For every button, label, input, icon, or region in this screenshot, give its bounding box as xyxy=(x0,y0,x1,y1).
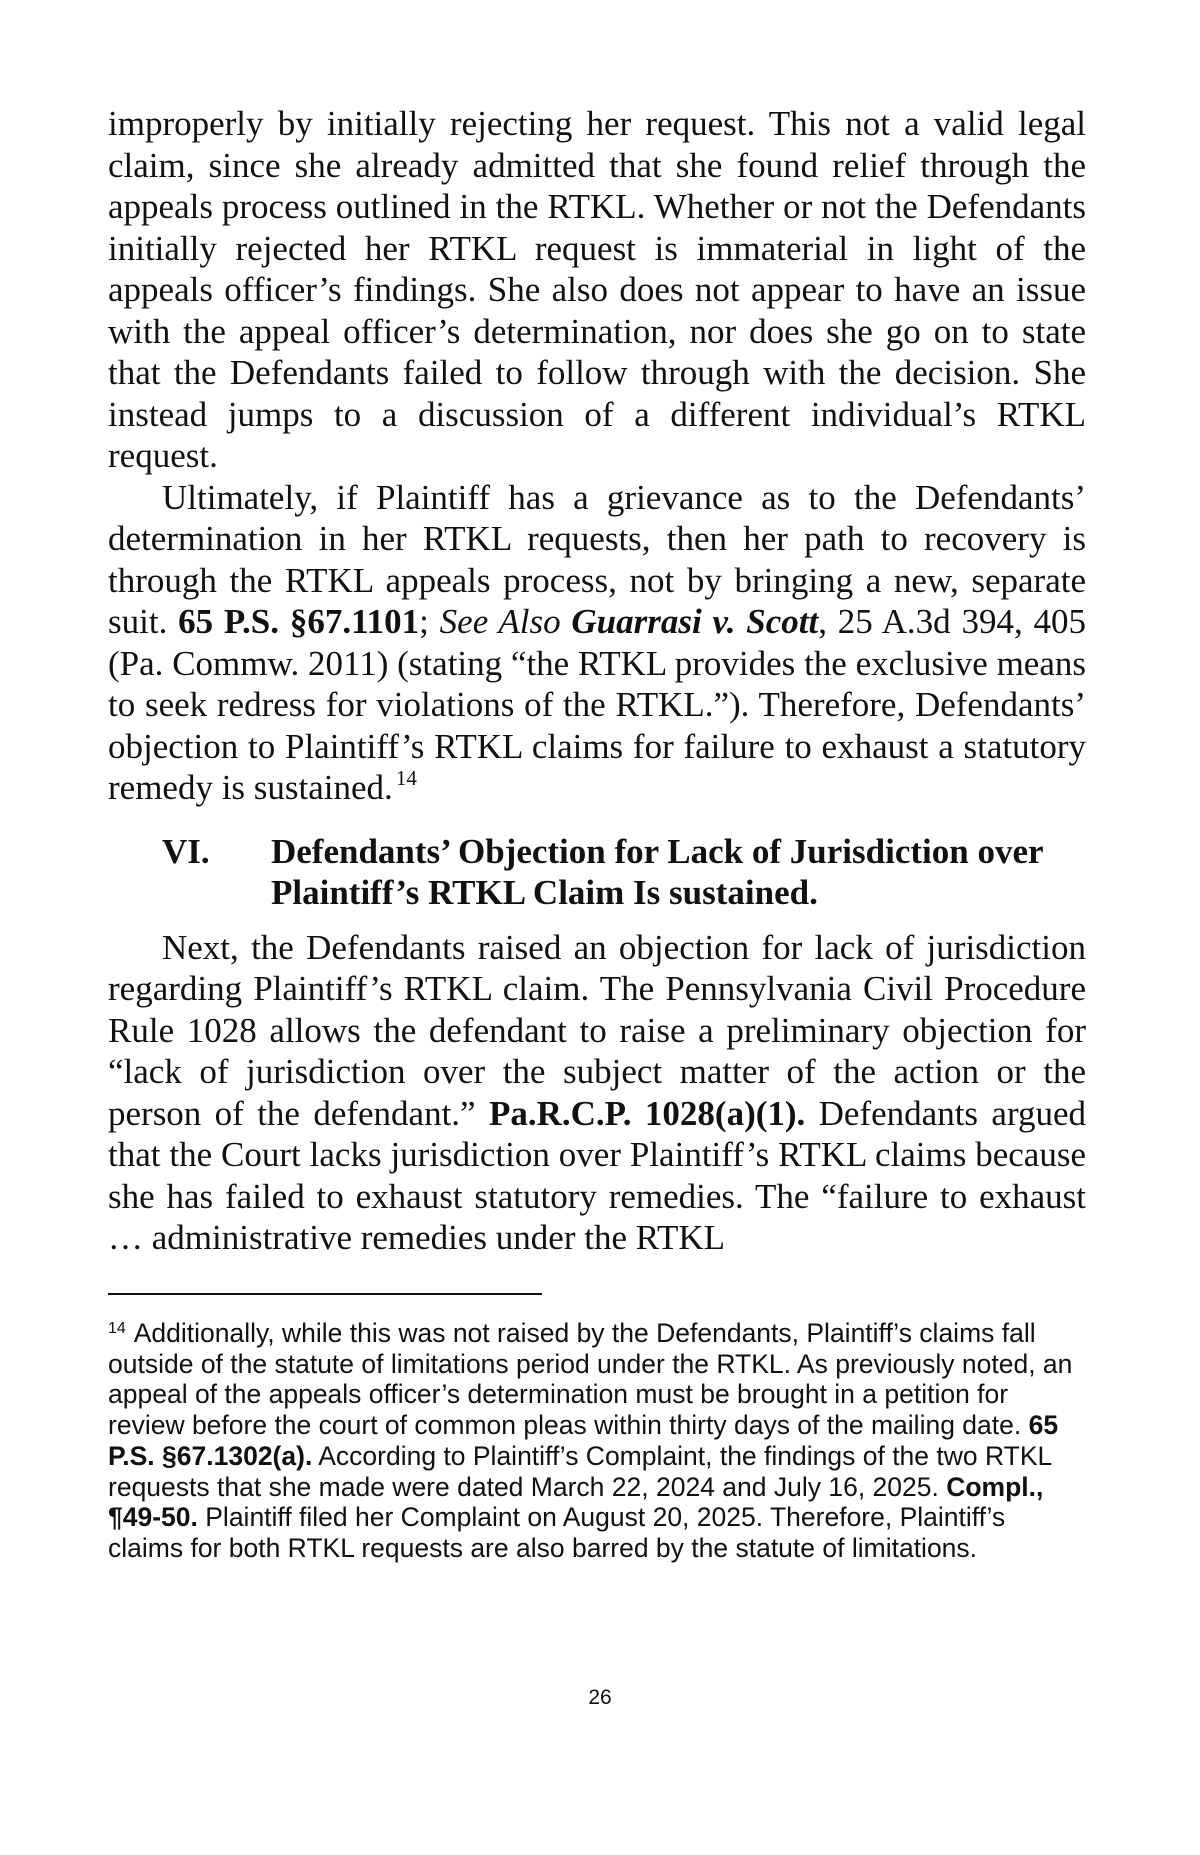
rule-citation: Pa.R.C.P. 1028(a)(1). xyxy=(488,1093,806,1133)
separator-space xyxy=(561,602,572,641)
section-title: Defendants’ Objection for Lack of Jurisdiction over Plaintiff’s RTKL Claim Is sustained. xyxy=(271,831,1043,912)
case-name: Guarrasi v. Scott xyxy=(571,602,819,641)
footnote xyxy=(108,1318,1086,1564)
footnote-divider xyxy=(108,1293,542,1295)
footnote-segment: Additionally, while this was not raised by the Defendants, Plaintiff’s claims fall outside of the statute of limitations period under the RTKL. As previously noted, an appeal of the appeals officer’s determination must be brought in a petition for review before the court of common pleas within thirty days of the mailing date. xyxy=(108,1318,1073,1441)
footnote-segment: According to Plaintiff’s Complaint, the findings of the two RTKL requests that she made were dated March 22, 2024 and July 16, 2025. xyxy=(108,1440,1052,1502)
section-heading xyxy=(108,831,1086,913)
footnote-citation: Compl., ¶49-50. xyxy=(108,1471,1044,1533)
statute-citation: 65 P.S. §67.1101 xyxy=(178,602,420,641)
paragraph-next xyxy=(108,927,1086,1259)
footnote-segment: Plaintiff filed her Complaint on August 20, 2025. Therefore, Plaintiff’s claims for both RTKL requests are also barred by the statute of limitations. xyxy=(108,1502,1006,1563)
paragraph-continued: improperly by initially rejecting her request. This not a valid legal claim, since she already admitted that she found relief through the appeals process outlined in the RTKL. Whether or not the Defendants initially rejected her RTKL request is immaterial in light of the appeals officer’s findings. She also does not appear to have an issue with the appeal officer’s determination, nor does she go on to state that the Defendants failed to follow through with the decision. She instead jumps to a discussion of a different individual’s RTKL request. xyxy=(108,104,1086,475)
footnote-citation: 65 P.S. §67.1302(a). xyxy=(108,1410,1059,1471)
footnote-text xyxy=(108,1318,1086,1564)
footnote-number: 14 xyxy=(108,1320,126,1337)
signal-see-also: See Also xyxy=(439,602,561,641)
paragraph-text: Next, the Defendants raised an objection for lack of jurisdiction regarding Plaintiff’s RTKL claim. The Pennsylvania Civil Procedure Rule 1028 allows the defendant to raise a preliminary objection for “lack of jurisdiction over the subject matter of the action or the person of the defendant.” xyxy=(108,927,1086,1133)
body-text xyxy=(108,103,1086,1259)
separator: ; xyxy=(419,602,440,641)
paragraph-text: Defendants argued that the Court lacks jurisdiction over Plaintiff’s RTKL claims because she has failed to exhaust statutory remedies. The “failure to exhaust … administrative remedies under the RTKL xyxy=(108,1093,1086,1257)
page-number: 26 xyxy=(588,1686,612,1709)
footnote-reference: 14 xyxy=(395,766,417,790)
section-number: VI. xyxy=(162,831,210,871)
paragraph-text: Ultimately, if Plaintiff has a grievance as to the Defendants’ determination in her RTKL requests, then her path to recovery is through the RTKL appeals process, not by bringing a new, separate suit. xyxy=(108,477,1086,641)
paragraph-text: , 25 A.3d 394, 405 (Pa. Commw. 2011) (stating “the RTKL provides the exclusive means to seek redress for violations of the RTKL.”). Therefore, Defendants’ objection to Plaintiff’s RTKL claims for failure to exhaust a statutory remedy is sustained. xyxy=(108,602,1086,807)
paragraph-ultimately xyxy=(108,477,1086,809)
